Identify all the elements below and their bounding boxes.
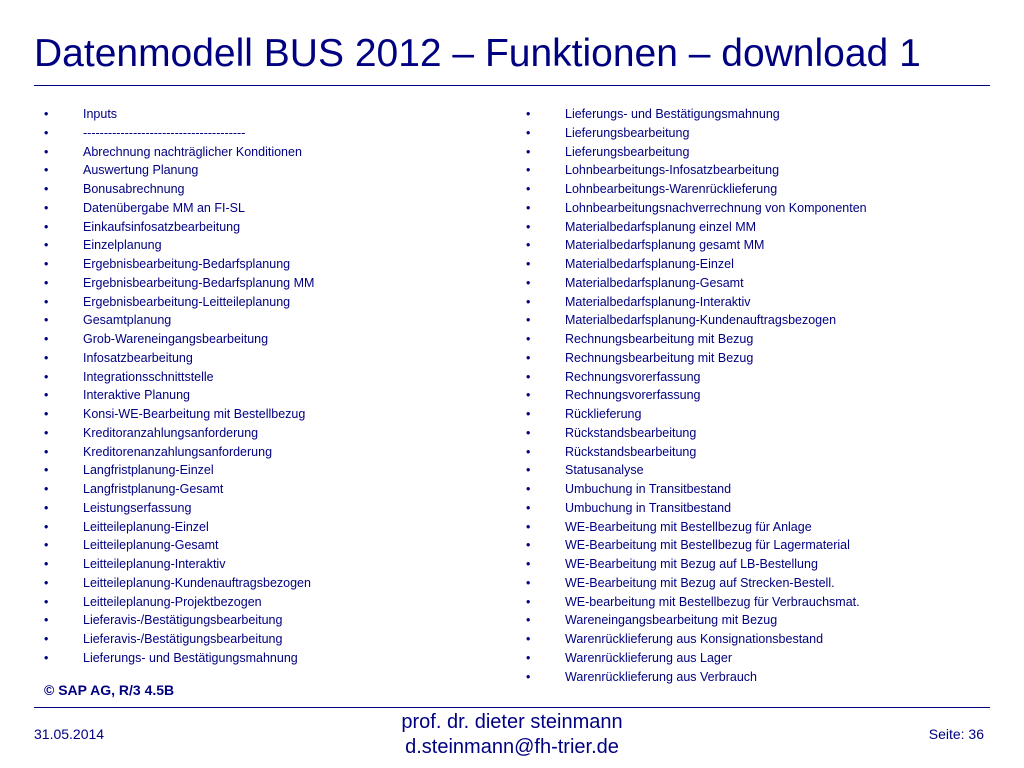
list-item-text: Lohnbearbeitungs-Warenrücklieferung: [565, 182, 778, 196]
bullet-icon: •: [526, 538, 531, 553]
list-item-text: Leitteileplanung-Einzel: [83, 519, 209, 534]
list-item-text: Auswertung Planung: [83, 163, 199, 178]
list-item-text: WE-Bearbeitung mit Bestellbezug für Lagermaterial: [565, 538, 850, 553]
footer-divider: [34, 707, 990, 708]
bullet-icon: •: [526, 444, 531, 459]
footer-date: 31.05.2014: [34, 726, 105, 742]
bullet-icon: •: [44, 594, 49, 609]
bullet-icon: •: [526, 200, 531, 215]
list-item: [40, 424, 490, 443]
list-item: [522, 349, 1002, 368]
bullet-icon: •: [44, 350, 49, 365]
list-item-text: Leitteileplanung-Kundenauftragsbezogen: [83, 575, 311, 590]
bullet-icon: •: [526, 407, 531, 421]
bullet-icon: •: [526, 238, 531, 253]
bullet-icon: •: [526, 125, 531, 140]
bullet-icon: •: [44, 482, 49, 496]
list-item-text: Inputs: [83, 107, 118, 121]
bullet-icon: •: [44, 369, 49, 384]
list-item: [40, 180, 490, 199]
bullet-icon: •: [526, 463, 531, 478]
list-item: [522, 630, 1002, 649]
list-item: [522, 536, 1002, 555]
list-item: [522, 199, 1002, 218]
list-item: [522, 574, 1002, 593]
bullet-icon: •: [44, 182, 49, 196]
list-item: [40, 536, 490, 555]
list-item-text: Langfristplanung-Gesamt: [83, 482, 224, 496]
bullet-icon: •: [526, 275, 531, 290]
list-item: [522, 593, 1002, 612]
list-item-text: Kreditoranzahlungsanforderung: [83, 425, 259, 440]
bullet-icon: •: [526, 594, 531, 609]
list-item-text: Leitteileplanung-Projektbezogen: [83, 594, 262, 609]
list-item-text: Statusanalyse: [565, 463, 644, 478]
list-item-text: Materialbedarfsplanung-Gesamt: [565, 275, 744, 290]
list-item: [40, 255, 490, 274]
list-item-text: Rechnungsvorerfassung: [565, 388, 701, 403]
list-item: [40, 105, 490, 124]
function-list-left: [40, 105, 490, 668]
list-item: [522, 611, 1002, 630]
list-item-text: WE-Bearbeitung mit Bezug auf LB-Bestellung: [565, 557, 818, 571]
list-item: [522, 143, 1002, 162]
list-item-text: Lohnbearbeitungsnachverrechnung von Komponenten: [565, 200, 867, 215]
bullet-icon: •: [526, 613, 531, 628]
bullet-icon: •: [44, 107, 49, 121]
list-item: [40, 443, 490, 462]
list-item-text: Ergebnisbearbeitung-Bedarfsplanung: [83, 257, 291, 271]
list-item: [522, 255, 1002, 274]
list-item: [522, 386, 1002, 405]
list-item-text: Rückstandsbearbeitung: [565, 444, 697, 459]
list-item-text: Lieferungs- und Bestätigungsmahnung: [83, 650, 298, 665]
bullet-icon: •: [526, 519, 531, 534]
list-item-text: WE-bearbeitung mit Bestellbezug für Verbrauchsmat.: [565, 594, 860, 609]
list-item: [40, 199, 490, 218]
list-item: [522, 161, 1002, 180]
list-item: [40, 274, 490, 293]
list-item-text: Wareneingangsbearbeitung mit Bezug: [565, 613, 778, 628]
bullet-icon: •: [44, 444, 49, 459]
bullet-icon: •: [44, 219, 49, 234]
bullet-icon: •: [44, 125, 49, 140]
list-item: [522, 499, 1002, 518]
bullet-icon: •: [44, 575, 49, 590]
list-item: [522, 236, 1002, 255]
bullet-icon: •: [526, 144, 531, 159]
bullet-icon: •: [44, 313, 49, 328]
list-item-text: Datenübergabe MM an FI-SL: [83, 200, 245, 215]
list-item-text: Abrechnung nachträglicher Konditionen: [83, 144, 302, 159]
bullet-icon: •: [526, 425, 531, 440]
list-item-text: Konsi-WE-Bearbeitung mit Bestellbezug: [83, 407, 306, 421]
bullet-icon: •: [44, 294, 49, 309]
list-item-text: Integrationsschnittstelle: [83, 369, 214, 384]
list-item: [522, 311, 1002, 330]
bullet-icon: •: [526, 482, 531, 496]
list-item-text: Ergebnisbearbeitung-Bedarfsplanung MM: [83, 275, 315, 290]
list-item-text: Umbuchung in Transitbestand: [565, 500, 732, 515]
list-item-text: Leitteileplanung-Gesamt: [83, 538, 219, 553]
list-item: [40, 124, 490, 143]
list-item: [522, 480, 1002, 499]
list-item-text: Rechnungsbearbeitung mit Bezug: [565, 350, 754, 365]
list-item: [40, 143, 490, 162]
bullet-icon: •: [526, 107, 531, 121]
bullet-icon: •: [526, 350, 531, 365]
list-item-text: Lieferungsbearbeitung: [565, 144, 690, 159]
bullet-icon: •: [526, 182, 531, 196]
list-item: [522, 555, 1002, 574]
list-item-text: Lohnbearbeitungs-Infosatzbearbeitung: [565, 163, 780, 178]
bullet-icon: •: [44, 332, 49, 346]
copyright-note: © SAP AG, R/3 4.5B: [44, 682, 175, 698]
list-item: [40, 236, 490, 255]
list-item-text: WE-Bearbeitung mit Bestellbezug für Anlage: [565, 519, 812, 534]
list-item-text: Rückstandsbearbeitung: [565, 425, 697, 440]
list-item-text: Einzelplanung: [83, 238, 162, 253]
list-item-text: Grob-Wareneingangsbearbeitung: [83, 332, 269, 346]
list-item-text: Lieferungsbearbeitung: [565, 125, 690, 140]
list-item: [40, 574, 490, 593]
list-item-text: Rücklieferung: [565, 407, 642, 421]
list-item-text: Lieferavis-/Bestätigungsbearbeitung: [83, 632, 283, 646]
title-divider: [34, 85, 990, 86]
list-item-text: Rechnungsbearbeitung mit Bezug: [565, 332, 754, 346]
list-item: [522, 668, 1002, 687]
list-item-text: Lieferavis-/Bestätigungsbearbeitung: [83, 613, 283, 628]
slide-title: Datenmodell BUS 2012 – Funktionen – download 1: [34, 32, 921, 75]
list-item: [522, 518, 1002, 537]
list-item: [40, 293, 490, 312]
list-item-text: WE-Bearbeitung mit Bezug auf Strecken-Bestell.: [565, 575, 835, 590]
bullet-icon: •: [44, 538, 49, 553]
bullet-icon: •: [526, 369, 531, 384]
list-item: [522, 330, 1002, 349]
list-item: [522, 218, 1002, 237]
list-item-text: Materialbedarfsplanung gesamt MM: [565, 238, 765, 253]
list-item: [40, 499, 490, 518]
bullet-icon: •: [44, 650, 49, 665]
list-item: [40, 480, 490, 499]
bullet-icon: •: [526, 332, 531, 346]
bullet-icon: •: [44, 238, 49, 253]
list-item-text: Infosatzbearbeitung: [83, 350, 193, 365]
list-item: [40, 368, 490, 387]
bullet-icon: •: [44, 163, 49, 178]
list-item-text: Lieferungs- und Bestätigungsmahnung: [565, 107, 780, 121]
list-item: [522, 368, 1002, 387]
list-item: [40, 630, 490, 649]
list-item-text: ---------------------------------------: [83, 125, 246, 140]
list-item-text: Langfristplanung-Einzel: [83, 463, 214, 478]
bullet-icon: •: [526, 163, 531, 178]
list-item: [522, 649, 1002, 668]
list-item: [522, 461, 1002, 480]
list-item: [40, 555, 490, 574]
list-item-text: Materialbedarfsplanung-Interaktiv: [565, 294, 751, 309]
list-item-text: Rechnungsvorerfassung: [565, 369, 701, 384]
bullet-icon: •: [44, 500, 49, 515]
list-item-text: Warenrücklieferung aus Verbrauch: [565, 669, 757, 684]
bullet-icon: •: [526, 388, 531, 403]
list-item: [40, 311, 490, 330]
function-list-right: [522, 105, 1002, 686]
bullet-icon: •: [44, 388, 49, 403]
bullet-icon: •: [44, 200, 49, 215]
list-item: [40, 649, 490, 668]
bullet-icon: •: [44, 425, 49, 440]
list-item: [40, 518, 490, 537]
bullet-icon: •: [44, 275, 49, 290]
list-item: [522, 443, 1002, 462]
list-item-text: Warenrücklieferung aus Konsignationsbestand: [565, 632, 824, 646]
bullet-icon: •: [44, 463, 49, 478]
bullet-icon: •: [44, 519, 49, 534]
list-item-text: Umbuchung in Transitbestand: [565, 482, 732, 496]
list-item: [522, 180, 1002, 199]
list-item: [522, 293, 1002, 312]
bullet-icon: •: [526, 650, 531, 665]
author-email: d.steinmann@fh-trier.de: [405, 736, 619, 758]
list-item-text: Leitteileplanung-Interaktiv: [83, 557, 226, 571]
bullet-icon: •: [44, 407, 49, 421]
list-item-text: Warenrücklieferung aus Lager: [565, 650, 732, 665]
list-item: [40, 386, 490, 405]
list-item: [522, 124, 1002, 143]
list-item: [522, 405, 1002, 424]
list-item-text: Bonusabrechnung: [83, 182, 185, 196]
list-item: [40, 330, 490, 349]
list-item-text: Materialbedarfsplanung einzel MM: [565, 219, 757, 234]
bullet-icon: •: [44, 613, 49, 628]
list-item-text: Leistungserfassung: [83, 500, 192, 515]
list-item: [522, 274, 1002, 293]
bullet-icon: •: [44, 144, 49, 159]
footer-author: [362, 710, 662, 760]
bullet-icon: •: [44, 632, 49, 646]
bullet-icon: •: [526, 500, 531, 515]
author-name: prof. dr. dieter steinmann: [401, 711, 623, 733]
bullet-icon: •: [526, 669, 531, 684]
bullet-icon: •: [526, 257, 531, 271]
list-item-text: Ergebnisbearbeitung-Leitteileplanung: [83, 294, 291, 309]
footer-page-number: Seite: 36: [928, 726, 984, 742]
list-item: [40, 218, 490, 237]
list-item: [522, 105, 1002, 124]
list-item-text: Einkaufsinfosatzbearbeitung: [83, 219, 241, 234]
list-item: [40, 349, 490, 368]
bullet-icon: •: [44, 557, 49, 571]
list-item: [40, 161, 490, 180]
list-item: [40, 461, 490, 480]
list-item-text: Interaktive Planung: [83, 388, 191, 403]
list-item-text: Materialbedarfsplanung-Einzel: [565, 257, 734, 271]
list-item: [40, 405, 490, 424]
list-item: [40, 611, 490, 630]
list-item: [522, 424, 1002, 443]
list-item-text: Kreditorenanzahlungsanforderung: [83, 444, 273, 459]
list-item-text: Gesamtplanung: [83, 313, 172, 328]
bullet-icon: •: [526, 219, 531, 234]
bullet-icon: •: [526, 313, 531, 328]
bullet-icon: •: [526, 575, 531, 590]
bullet-icon: •: [526, 632, 531, 646]
list-item: [40, 593, 490, 612]
bullet-icon: •: [526, 557, 531, 571]
bullet-icon: •: [526, 294, 531, 309]
bullet-icon: •: [44, 257, 49, 271]
list-item-text: Materialbedarfsplanung-Kundenauftragsbezogen: [565, 313, 837, 328]
